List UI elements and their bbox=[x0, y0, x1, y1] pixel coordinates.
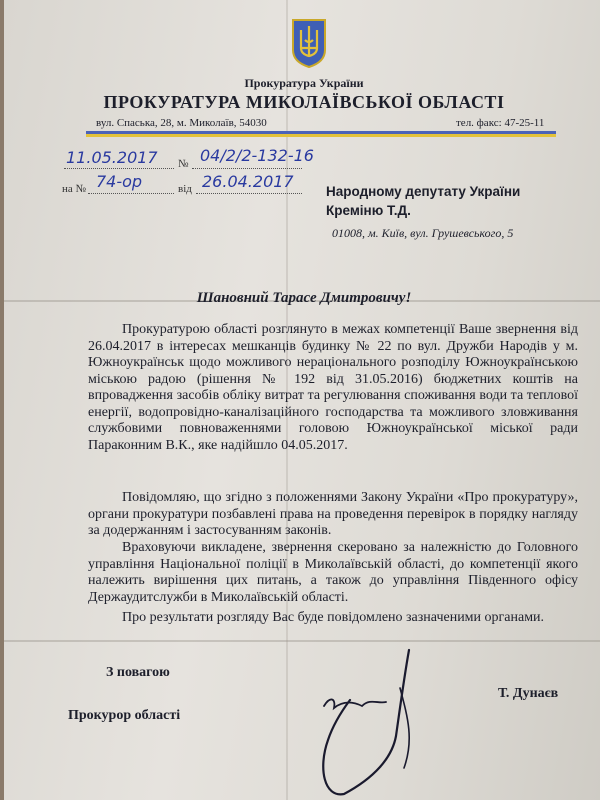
org-address: вул. Спаська, 28, м. Миколаїв, 54030 bbox=[96, 117, 267, 129]
paper-crease bbox=[4, 640, 600, 642]
recipient-name: Кремiню Т.Д. bbox=[326, 203, 411, 218]
org-parent-name: Прокуратура України bbox=[244, 76, 364, 90]
reference-date: 26.04.2017 bbox=[202, 172, 294, 191]
recipient-address: 01008, м. Київ, вул. Грушевського, 5 bbox=[332, 226, 514, 240]
ref-date-line bbox=[196, 193, 302, 194]
date-line bbox=[64, 168, 174, 169]
ref-number-line bbox=[88, 193, 174, 194]
registry-date: 11.05.2017 bbox=[66, 148, 158, 167]
trident-icon bbox=[291, 18, 327, 68]
flag-stripe-yellow bbox=[86, 134, 556, 137]
signer-position: Прокурор області bbox=[68, 708, 181, 723]
closing-phrase: З повагою bbox=[106, 665, 170, 680]
reference-number: 74-ор bbox=[96, 172, 143, 191]
org-name: ПРОКУРАТУРА МИКОЛАЇВСЬКОЇ ОБЛАСТІ bbox=[103, 92, 505, 112]
reference-date-label: від bbox=[178, 183, 192, 195]
body-paragraph: Враховуючи викладене, звернення скеровано за належністю до Головного управління Національної поліції в Миколаївській області, до компетенції якого належить вирішення цих питань, а також до управління Південного офісу Держаудитслужби в Миколаївській області. bbox=[88, 540, 578, 605]
body-paragraph: Про результати розгляду Вас буде повідомлено зазначеними органами. bbox=[122, 610, 545, 625]
body-paragraph: Прокуратурою області розглянуто в межах компетенції Ваше звернення від 26.04.2017 в інтересах мешканців будинку № 22 по вул. Дружби Народів у м. Южноукраїнськ щодо можливого нераціонального розподілу Южноукраїнською міською радою (рішення № 192 від 31.05.2016) бюджетних коштів на впровадження засобів обліку витрат та регулювання споживання води та теплової енергії, водопровідно-каналізаційного господарства та можливого зловживання службовими повноваженнями головою Южноукраїнської міської ради Параконним В.К., яке надійшло 04.05.2017. bbox=[88, 322, 578, 453]
signer-name: Т. Дунаєв bbox=[498, 686, 559, 701]
reference-label: на № bbox=[62, 183, 87, 195]
number-line bbox=[192, 168, 302, 169]
salutation: Шановний Тарасе Дмитровичу! bbox=[196, 290, 412, 306]
letter-sheet bbox=[4, 0, 600, 800]
handwritten-signature-icon bbox=[304, 648, 444, 798]
registry-number: 04/2/2-132-16 bbox=[200, 146, 314, 165]
org-fax: тел. факс: 47-25-11 bbox=[456, 117, 545, 129]
body-paragraph: Повідомляю, що згідно з положеннями Закону України «Про прокуратуру», органи прокуратури позбавлені права на проведення перевірок в порядку нагляду за додержанням і застосуванням законів. bbox=[88, 490, 578, 538]
recipient-title: Народному депутату України bbox=[326, 184, 521, 199]
registry-number-label: № bbox=[178, 158, 189, 170]
